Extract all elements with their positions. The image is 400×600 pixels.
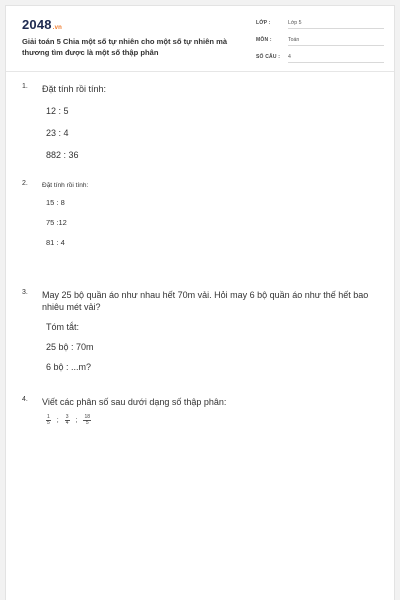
meta-label: MÔN : [256,37,272,43]
logo-suffix: .vn [52,25,63,31]
fraction-numerator: 18 [84,414,91,420]
fraction [46,415,51,426]
meta-row-grade [256,18,384,35]
question-number: 1. [22,83,28,90]
question-number: 3. [22,289,28,296]
problem-line: 25 bộ : 70m [46,342,94,352]
meta-label: LỚP : [256,20,271,26]
fraction-numerator: 1 [47,414,50,420]
question-text: Đặt tính rồi tính: [42,84,107,94]
question-text: May 25 bộ quần áo như nhau hết 70m vải. Hỏi may 6 bộ quần áo như thế hết bao nhiêu mét vải? [42,290,369,312]
problem-line: 81 : 4 [46,238,65,247]
problem-line: 75 :12 [46,218,67,227]
summary-label: Tóm tắt: [46,322,80,332]
meta-value: 4 [288,53,384,63]
question-3 [22,289,382,379]
fraction-denominator: 5 [85,420,89,426]
question-text: Viết các phân số sau dưới dạng số thập phân: [42,397,227,407]
site-logo[interactable] [22,17,62,32]
fraction [65,415,70,426]
problem-line: 15 : 8 [46,198,65,207]
question-2 [22,180,382,250]
problem-line: 882 : 36 [46,150,79,160]
fraction-separator: ; [75,417,78,424]
fraction [83,415,91,426]
worksheet-meta [256,18,384,69]
worksheet-page [5,5,395,600]
problem-line: 12 : 5 [46,106,69,116]
problem-line: 23 : 4 [46,128,69,138]
fraction-denominator: 5 [47,420,50,426]
problem-line: 6 bộ : ...m? [46,362,92,372]
fraction-numerator: 3 [65,414,69,420]
question-number: 4. [22,396,28,403]
question-1 [22,83,382,163]
meta-value: Toán [288,36,384,46]
meta-label: SỐ CÂU : [256,54,281,60]
meta-row-count [256,52,384,69]
question-number: 2. [22,180,28,187]
question-4 [22,396,382,436]
fraction-denominator: 4 [65,420,69,426]
question-text: Đặt tính rồi tính: [42,182,89,189]
fraction-separator: ; [56,417,59,424]
worksheet-header [6,6,394,72]
fraction-list [46,415,91,426]
meta-row-subject [256,35,384,52]
page-title: Giải toán 5 Chia một số tự nhiên cho một số tự nhiên mà thương tìm được là một số thập phân [22,37,228,57]
meta-value: Lớp 5 [288,19,384,29]
logo-text: 2048 [22,17,52,32]
